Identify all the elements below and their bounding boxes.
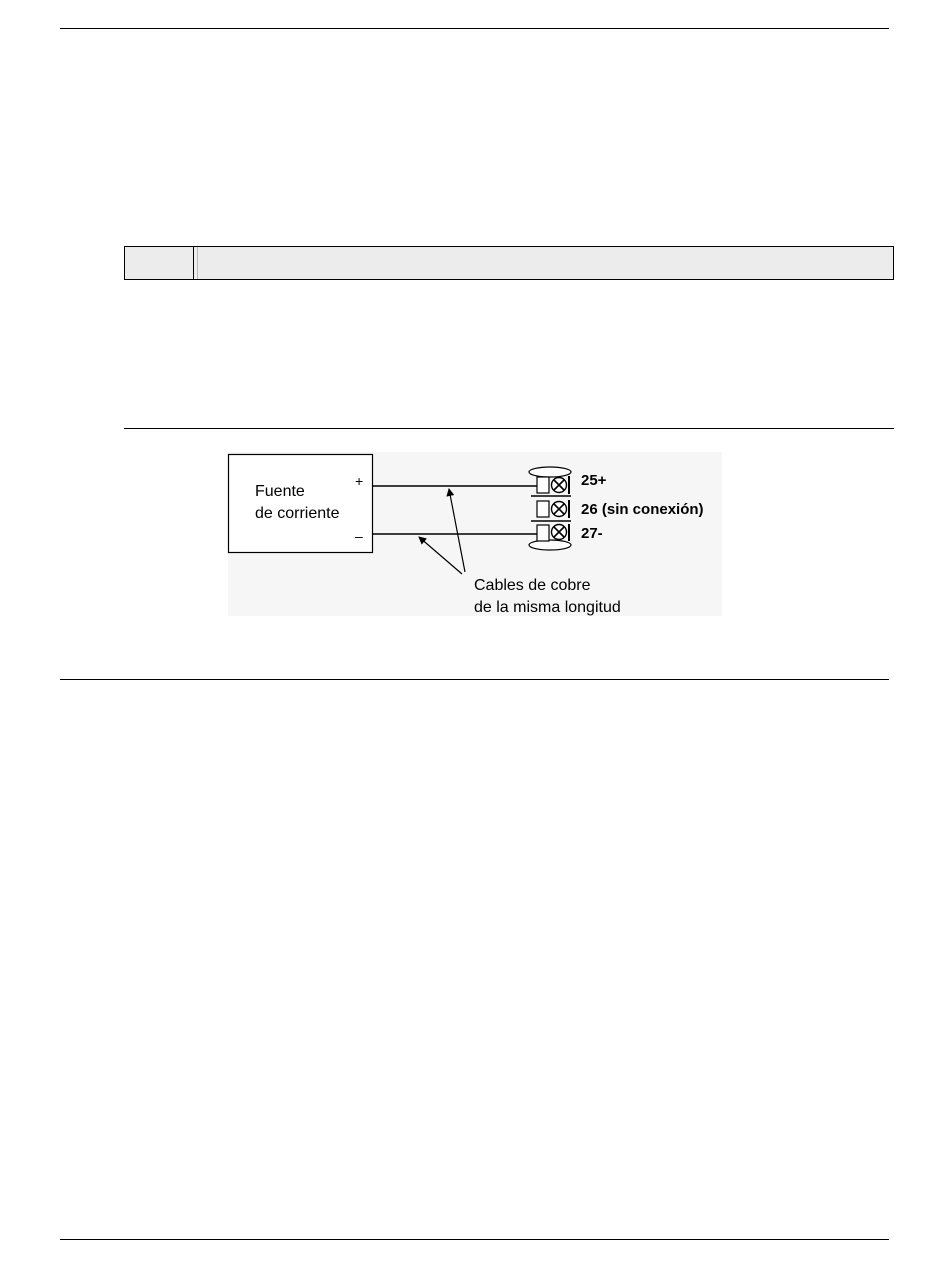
cable-label-line2: de la misma longitud (474, 599, 621, 616)
cable-label-line1: Cables de cobre (474, 577, 591, 594)
terminal-block-top-cap (529, 467, 571, 477)
terminal-block-bottom-cap (529, 540, 571, 550)
page-bottom-rule (60, 1239, 889, 1240)
source-label-line1: Fuente (255, 483, 305, 500)
terminal-27-body (537, 525, 549, 541)
terminal-27-label: 27- (581, 525, 603, 542)
terminal-25-body (537, 477, 549, 493)
current-source-box (229, 455, 373, 553)
cable-arrow-lower (419, 537, 462, 574)
cable-arrow-upper (449, 489, 465, 572)
section-bottom-rule (60, 679, 889, 680)
terminal-26-body (537, 501, 549, 517)
minus-sign: – (355, 528, 363, 544)
source-label-line2: de corriente (255, 505, 340, 522)
terminal-26-label: 26 (sin conexión) (581, 501, 704, 518)
plus-sign: + (355, 473, 364, 489)
terminal-block (529, 467, 571, 550)
terminal-25-label: 25+ (581, 472, 607, 489)
